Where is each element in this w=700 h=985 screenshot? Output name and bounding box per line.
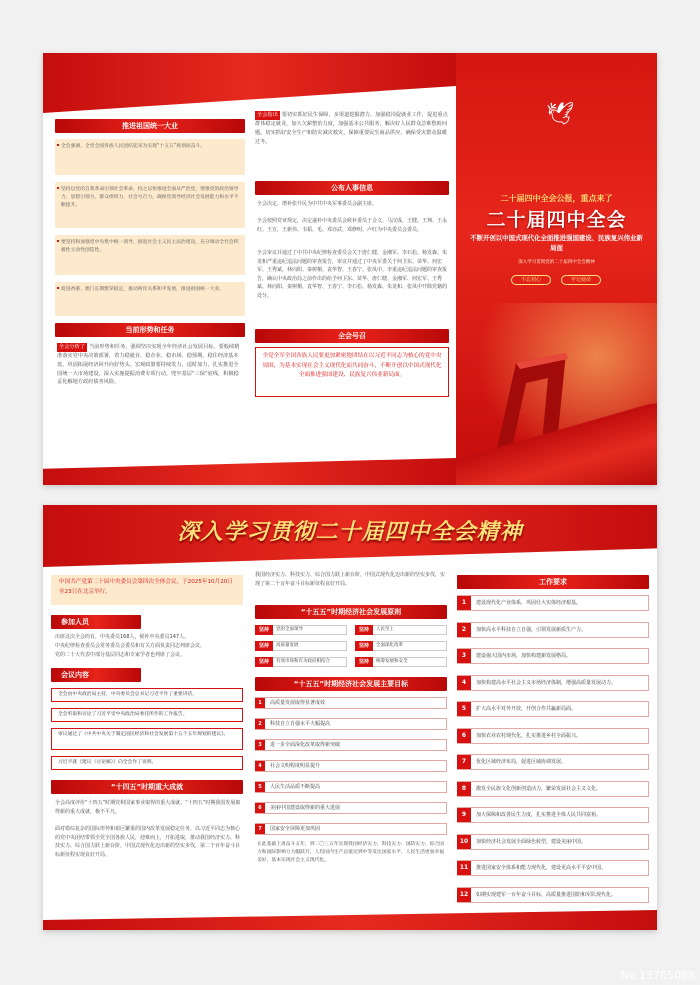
banner-title: 深入学习贯彻二十届四中全会精神 bbox=[177, 520, 523, 545]
brochure-outer-side bbox=[43, 53, 657, 485]
section-header-reunification: 推进祖国统一大业 bbox=[55, 119, 245, 133]
requirement-row-5 bbox=[457, 701, 649, 717]
goal-number: 3 bbox=[255, 740, 265, 750]
principle-5 bbox=[255, 657, 347, 667]
info-card-2: 坚持以党的自我革命引领社会革命，持之以恒推进全面从严治党，增强党的政治领导力、思想引领力、群众组织力、社会号召力，确保党领导经济社会发展能力和水平不断提升。 bbox=[55, 182, 245, 228]
requirement-text: 激发全民族文化创新创造活力，繁荣发展社会主义文化。 bbox=[476, 785, 602, 792]
requirement-text: 加快高水平科技自立自强，引领发展新质生产力。 bbox=[476, 626, 587, 633]
section-header-attendees: 参加人员 bbox=[51, 615, 141, 629]
requirement-number: 4 bbox=[457, 676, 471, 690]
content-item-2: 全会听取和讨论了习近平受中央政治局委托所作的工作报告。 bbox=[51, 708, 243, 722]
intro-tag: 全会指出 bbox=[257, 112, 278, 118]
dove-icon: 🕊 bbox=[546, 102, 574, 127]
principle-text-5: 有效市场和有为政府相结合 bbox=[276, 659, 330, 664]
principle-6 bbox=[355, 657, 447, 667]
attendee-2: 中央纪律检查委员会常务委员会委员和有关方面负责同志列席会议。 bbox=[55, 643, 206, 649]
section-header-slogan: 全会号召 bbox=[255, 329, 449, 343]
goal-number: 7 bbox=[255, 824, 265, 834]
goal-row-6 bbox=[255, 802, 447, 814]
cover-small-line: 深入学习贯彻党的二十届四中全会精神 bbox=[518, 260, 595, 265]
requirement-text: 优化区域经济布局，促进区域协调发展。 bbox=[476, 759, 567, 765]
goal-text: 进一步全面深化改革取得新突破 bbox=[270, 742, 341, 748]
bottom-red-wave-2 bbox=[43, 910, 657, 930]
requirement-text: 建设强大国内市场，加快构建新发展格局。 bbox=[476, 653, 572, 659]
goal-number: 2 bbox=[255, 719, 265, 729]
cover-kicker: 二十届四中全会公报，重点来了 bbox=[500, 194, 613, 203]
content-item-4: 习近平就《建议（讨论稿）》向全会作了说明。 bbox=[51, 756, 243, 770]
section-header-principles: “十五五”时期经济社会发展原则 bbox=[255, 605, 447, 619]
attendee-1: 出席这次全会的有，中央委员168人，候补中央委员147人。 bbox=[55, 634, 190, 640]
requirement-number: 3 bbox=[457, 649, 471, 663]
cover-badge-2: 牢记使命 bbox=[561, 275, 601, 285]
principle-mark-5: 坚持 bbox=[255, 657, 273, 667]
middle-intro: 我国经济实力、科技实力、综合国力跃上新台阶，中国式现代化迈出新的坚实步伐，实现了第二个百年奋斗目标新征程良好开局。 bbox=[255, 572, 446, 587]
personnel-p1: 全会决定，增补张升民为中共中央军事委员会副主席。 bbox=[257, 201, 378, 207]
requirement-number: 5 bbox=[457, 702, 471, 716]
goals-footer: 在此基础上再奋斗五年，到二〇三五年实现我国经济实力、科技实力、国防实力、综合国力和国际影响力大幅跃升，人均国内生产总值达到中等发达国家水平，人民生活更加幸福美好，基本实现社会主义现代化。 bbox=[257, 842, 445, 864]
goal-row-5 bbox=[255, 781, 447, 793]
requirement-number: 8 bbox=[457, 782, 471, 796]
situation-tag: 全会分析了 bbox=[59, 344, 85, 350]
info-card-4: 促进香港、澳门长期繁荣稳定，推动两岸关系和平发展，推进祖国统一大业。 bbox=[55, 282, 245, 316]
requirement-number: 1 bbox=[457, 596, 471, 610]
principle-text-1: 党的全面领导 bbox=[276, 627, 303, 632]
personnel-p2: 全会按照党章规定，决定递补中央委员会候补委员于会文、马汉成、王健、王翔、王永红、王宣，王新伟、韦韬、毛、邓亦武、邓修明、卢红为中央委员会委员。 bbox=[257, 218, 448, 233]
goal-number: 6 bbox=[255, 803, 265, 813]
section-header-achievements: “十四五”时期重大成就 bbox=[51, 780, 243, 794]
requirement-number: 6 bbox=[457, 729, 471, 743]
cover-badge-1: 不忘初心 bbox=[511, 275, 551, 285]
requirement-text: 建设现代化产业体系，巩固壮大实体经济根基。 bbox=[476, 600, 582, 606]
goal-text: 人民生活品质不断提高 bbox=[270, 784, 321, 790]
personnel-p3: 全会审议并通过了中共中央纪律检查委员会关于唐仁健、金湘军、李石松、杨发森、朱龙和严重违纪违法问题的审查报告，审议并通过了中央军委关于何卫东、苗华、何宏军、王秀斌、林向阳、秦树桐、袁华智、王春宁、张凤中、李重违纪违法问题的审查报告，确认中央政治局之前作出的给予何卫东、苗华、唐仁健、金湘军、何宏军、王秀斌、林向阳、秦树桐、袁华智、王春宁、李石松、杨发森、朱龙和、张凤中开除党籍的处分。 bbox=[257, 250, 448, 299]
section-header-content: 会议内容 bbox=[51, 668, 141, 682]
meeting-intro: 中国共产党第二十届中央委员会第四次全体会议，于2025年10月20日至23日在北京举行。 bbox=[51, 575, 243, 605]
section-header-personnel: 公布人事信息 bbox=[255, 181, 449, 195]
requirement-row-12 bbox=[457, 887, 649, 903]
requirement-row-11 bbox=[457, 860, 649, 876]
section-header-requirements: 工作要求 bbox=[457, 575, 649, 589]
requirement-text: 加大保障和改善民生力度，扎实推进全体人民共同富裕。 bbox=[476, 812, 602, 818]
goal-row-1 bbox=[255, 697, 447, 709]
principle-mark-2: 坚持 bbox=[355, 625, 373, 635]
requirement-text: 推进国家安全体系和能力现代化，建设更高水平平安中国。 bbox=[476, 865, 607, 871]
requirement-text: 如期实现建军一百年奋斗目标，高质量推进国防和军队现代化。 bbox=[476, 891, 617, 898]
situation-text: 当前形势和任务，强调坚决实现全年经济社会发展目标。要般续精准落实党中央决策部署，着力稳就业、稳企业、稳市场、稳预期，稳住经济基本盘，巩固拓展经济回升向好势头。宏观政策要持续发力、适时加力，扎实推进全国统一大市场建设，深入实施提振消费专项行动，兜牢基层“三保”底线，积极稳妥化解地方政府债务风险。 bbox=[57, 344, 240, 386]
requirement-number: 11 bbox=[457, 861, 471, 875]
requirement-row-2 bbox=[457, 622, 649, 638]
brochure-inner-side bbox=[43, 505, 657, 930]
intro-text: 要切实抓好民生保障，多渠道挖掘潜力，加强稳岗促就业工作，促进重点群体稳定就业，加大欠薪整治力度，加强基本公共服务，解决好人民群众急难愁盼问题。切实抓好安全生产和防灾减灾救灾，保障重要民生商品供应，确保受灾群众温暖过冬。 bbox=[255, 112, 448, 145]
content-item-3: 审议通过了《中共中央关于制定国民经济和社会发展第十五个五年规划的建议》。 bbox=[51, 728, 243, 750]
goal-number: 1 bbox=[255, 698, 265, 708]
requirement-row-3 bbox=[457, 648, 649, 664]
requirement-number: 9 bbox=[457, 808, 471, 822]
goal-text: 高质量发展取得显著成效 bbox=[270, 700, 326, 706]
requirement-number: 7 bbox=[457, 755, 471, 769]
principle-text-3: 高质量发展 bbox=[276, 643, 299, 648]
principle-2 bbox=[355, 625, 447, 635]
goal-text: 国家安全屏障更加巩固 bbox=[270, 826, 321, 832]
info-card-3: 要坚持和加强党中央集中统一领导，推进社会主义民主法治建设，充分调动全社会积极性主动性创造性。 bbox=[55, 235, 245, 275]
achievement-2: 面对错综复杂的国际形势和艰巨繁重的国内改革发展稳定任务，以习近平同志为核心的党中央团结带领全党全国各族人民，迎难而上，开拓进取，推动我国经济实力、科技实力、综合国力跃上新台阶，中国式现代化迈出新的坚实步伐，第二个百年奋斗目标新征程实现良好开局。 bbox=[55, 826, 241, 858]
principle-text-2: 人民至上 bbox=[376, 627, 394, 632]
section-header-situation: 当前形势和任务 bbox=[55, 323, 245, 337]
content-item-1: 全会由中央政治局主持，中央委员会总书记习近平作了重要讲话。 bbox=[51, 688, 243, 702]
goal-text: 社会文明程度明显提升 bbox=[270, 763, 321, 769]
bottom-red-wave bbox=[43, 458, 456, 485]
principle-mark-3: 坚持 bbox=[255, 641, 273, 651]
goal-row-4 bbox=[255, 760, 447, 772]
slogan-box: 全党全军全国各族人民要更加紧密地团结在以习近平同志为核心的党中央周围，为基本实现社会主义现代化而共同奋斗，不断开创以中国式现代化全面推进强国建设、民族复兴伟业新局面。 bbox=[255, 347, 449, 397]
requirement-row-8 bbox=[457, 781, 649, 797]
goal-number: 5 bbox=[255, 782, 265, 792]
requirement-text: 加快农业农村现代化，扎实推进乡村全面振兴。 bbox=[476, 732, 582, 739]
goal-row-7 bbox=[255, 823, 447, 835]
requirement-number: 12 bbox=[457, 888, 471, 902]
goal-row-2 bbox=[255, 718, 447, 730]
principle-1 bbox=[255, 625, 347, 635]
requirement-text: 扩大高水平对外开放，开创合作共赢新局面。 bbox=[476, 706, 577, 712]
cover-subtitle: 不断开创以中国式现代化全面推进强国建设、民族复兴伟业新局面 bbox=[470, 234, 643, 253]
requirement-row-10 bbox=[457, 834, 649, 850]
principle-mark-4: 坚持 bbox=[355, 641, 373, 651]
principle-mark-6: 坚持 bbox=[355, 657, 373, 667]
requirement-row-1 bbox=[457, 595, 649, 611]
requirement-text: 加快经济社会发展全面绿色转型，建设美丽中国。 bbox=[476, 838, 587, 845]
requirement-row-7 bbox=[457, 754, 649, 770]
goal-text: 美丽中国建设取得新的重大进展 bbox=[270, 805, 341, 811]
requirement-row-9 bbox=[457, 807, 649, 823]
principle-text-4: 全面深化改革 bbox=[376, 643, 403, 648]
principle-mark-1: 坚持 bbox=[255, 625, 273, 635]
info-card-1: 全会强调，全党全国各族人民团结起来为实现“十五五”规划而奋斗。 bbox=[55, 139, 245, 175]
attendee-3: 党的二十大代表中部分基层同志和专家学者也列席了会议。 bbox=[55, 652, 186, 658]
requirement-text: 加快构建高水平社会主义市场经济体制，增强高质量发展动力。 bbox=[476, 679, 617, 686]
situation-paragraph bbox=[57, 343, 243, 387]
principle-text-6: 统筹发展和安全 bbox=[376, 659, 408, 664]
requirement-number: 10 bbox=[457, 835, 471, 849]
requirement-row-4 bbox=[457, 675, 649, 691]
goal-row-3 bbox=[255, 739, 447, 751]
livelihood-paragraph bbox=[255, 111, 449, 146]
requirement-number: 2 bbox=[457, 623, 471, 637]
section-header-goals: “十五五”时期经济社会发展主要目标 bbox=[255, 677, 447, 691]
achievement-1: 全会高度评价“十四五”时期党和国家事业取得的重大成就。“十四五”时期我国发展取得新的重大成就，极不平凡。 bbox=[55, 800, 241, 815]
watermark: No.13705088 bbox=[620, 969, 695, 982]
top-red-wave bbox=[43, 53, 456, 113]
goal-text: 科技自立自强水平大幅提高 bbox=[270, 721, 331, 727]
principle-3 bbox=[255, 641, 347, 651]
requirement-row-6 bbox=[457, 728, 649, 744]
cover-title: 二十届四中全会 bbox=[486, 209, 627, 231]
cover-panel bbox=[456, 53, 657, 485]
goal-number: 4 bbox=[255, 761, 265, 771]
principle-4 bbox=[355, 641, 447, 651]
